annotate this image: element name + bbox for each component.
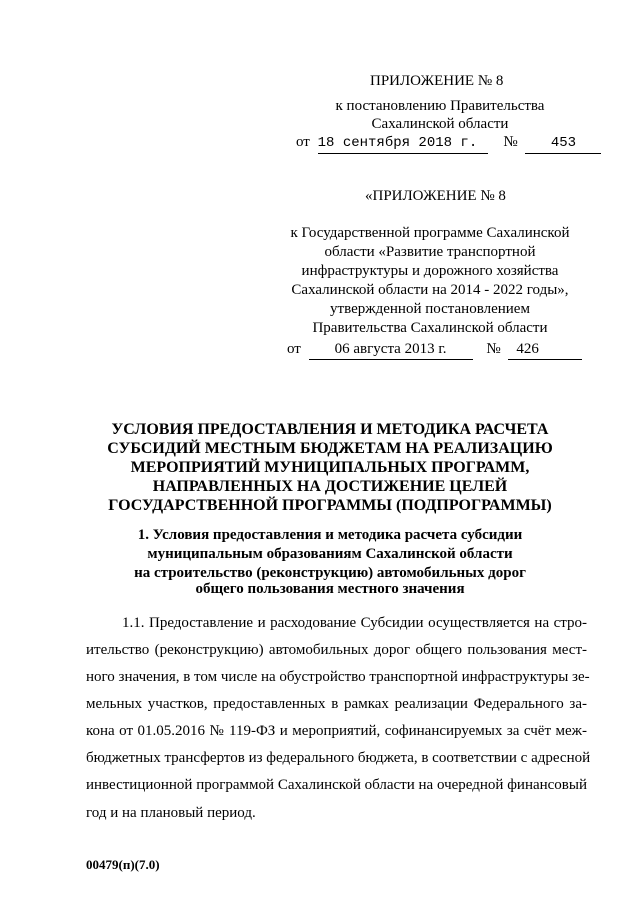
program-line-5: утвержденной постановлением — [330, 301, 530, 317]
paragraph-line-3: ного значения, в том числе на обустройство транспортной инфраструктуры зе- — [86, 669, 590, 685]
program-line-2: области «Развитие транспортной — [324, 244, 536, 260]
number-label-2: № — [486, 341, 501, 357]
from-label: от — [296, 134, 310, 150]
paragraph-line-2: ительство (реконструкцию) автомобильных дорог общего пользования мест- — [86, 642, 587, 658]
program-line-3: инфраструктуры и дорожного хозяйства — [301, 263, 559, 279]
program-date: 06 августа 2013 г. — [309, 340, 473, 360]
section-title-line-2: муниципальным образованиям Сахалинской области — [147, 546, 513, 562]
paragraph-line-6: бюджетных трансфертов из федерального бюджета, в соответствии с адресной — [86, 750, 591, 766]
resolution-date: 18 сентября 2018 г. — [318, 134, 488, 154]
resolution-number: 453 — [525, 134, 601, 154]
paragraph-line-5: кона от 01.05.2016 № 119-ФЗ и мероприятий, софинансируемых за счёт меж- — [86, 723, 587, 739]
resolution-line-2: Сахалинской области — [371, 116, 509, 132]
main-title-line-4: НАПРАВЛЕННЫХ НА ДОСТИЖЕНИЕ ЦЕЛЕЙ — [152, 478, 508, 495]
resolution-line-1: к постановлению Правительства — [335, 98, 545, 114]
paragraph-line-4: мельных участков, предоставленных в рамках реализации Федерального за- — [86, 696, 587, 712]
resolution-date-row — [296, 133, 601, 154]
from-label-2: от — [287, 341, 301, 357]
main-title-line-2: СУБСИДИЙ МЕСТНЫМ БЮДЖЕТАМ НА РЕАЛИЗАЦИЮ — [107, 440, 553, 457]
footer-code: 00479(п)(7.0) — [86, 857, 160, 872]
section-title-line-4: общего пользования местного значения — [195, 581, 465, 597]
main-title-line-3: МЕРОПРИЯТИЙ МУНИЦИПАЛЬНЫХ ПРОГРАММ, — [130, 459, 530, 476]
program-date-row — [287, 340, 582, 360]
appendix-title-2: «ПРИЛОЖЕНИЕ № 8 — [365, 188, 506, 204]
program-line-1: к Государственной программе Сахалинской — [290, 225, 570, 241]
number-label: № — [503, 134, 518, 150]
paragraph-line-7: инвестиционной программой Сахалинской области на очередной финансовый — [86, 777, 587, 793]
program-number: 426 — [508, 340, 582, 360]
section-title-line-1: 1. Условия предоставления и методика расчета субсидии — [137, 527, 523, 543]
main-title-line-1: УСЛОВИЯ ПРЕДОСТАВЛЕНИЯ И МЕТОДИКА РАСЧЕТА — [111, 421, 549, 438]
appendix-title: ПРИЛОЖЕНИЕ № 8 — [370, 73, 504, 89]
paragraph-line-8: год и на плановый период. — [86, 805, 256, 821]
program-line-6: Правительства Сахалинской области — [312, 320, 548, 336]
paragraph-line-1: 1.1. Предоставление и расходование Субсидии осуществляется на стро- — [122, 615, 587, 631]
section-title-line-3: на строительство (реконструкцию) автомобильных дорог — [134, 565, 526, 581]
program-line-4: Сахалинской области на 2014 - 2022 годы», — [291, 282, 569, 298]
main-title-line-5: ГОСУДАРСТВЕННОЙ ПРОГРАММЫ (ПОДПРОГРАММЫ) — [108, 497, 552, 514]
